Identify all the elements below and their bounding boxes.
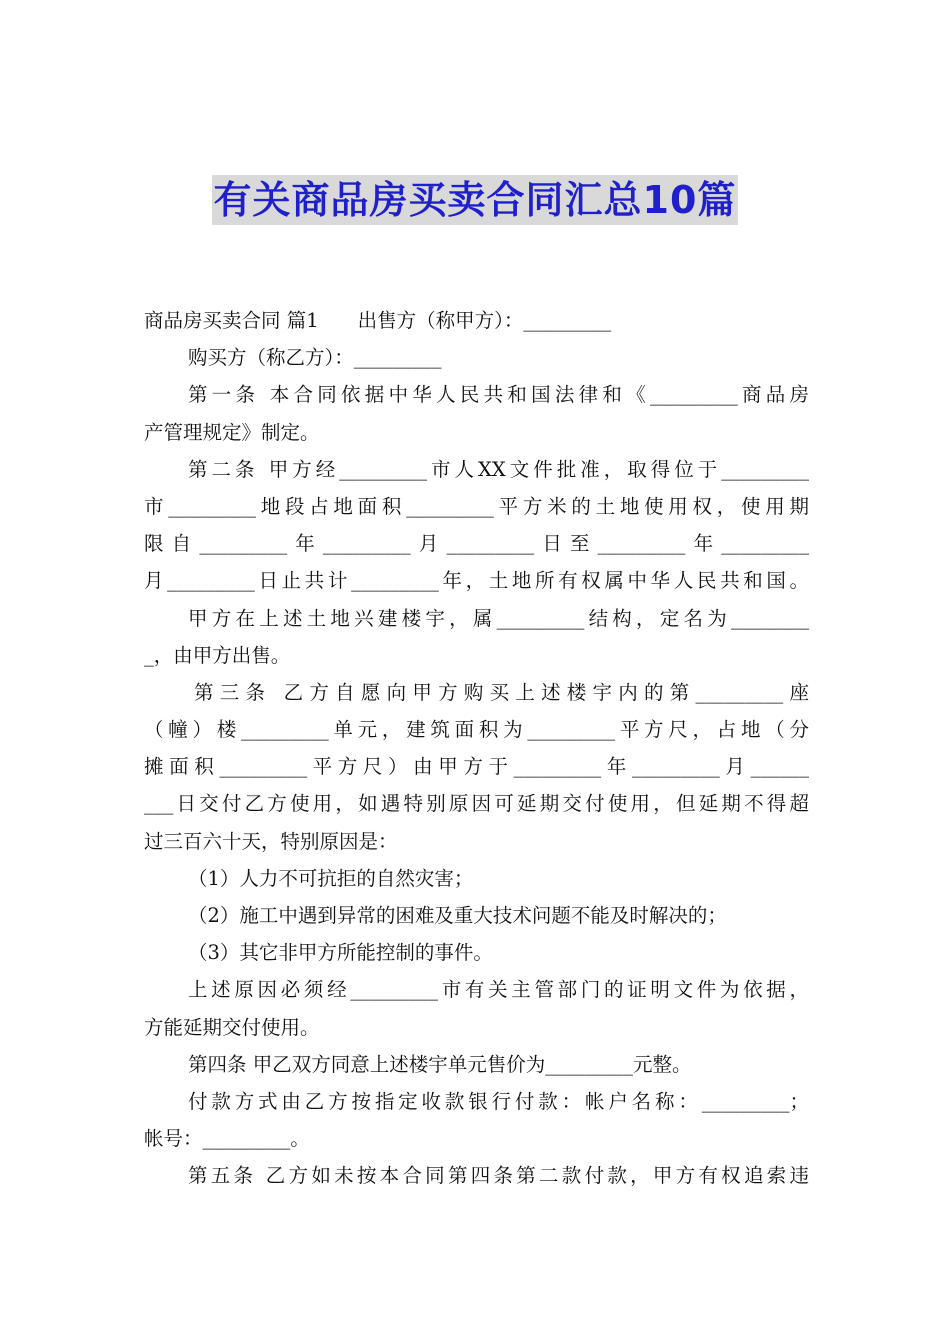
document-title: 有关商品房买卖合同汇总10篇 [212,175,739,225]
paragraph-line: 付款方式由乙方按指定收款银行付款：帐户名称：_________； [188,1089,809,1113]
document-body [144,302,809,1195]
paragraph-line: 第三条 乙方自愿向甲方购买上述楼宇内的第_________座 [194,680,809,704]
paragraph-line: （2）施工中遇到异常的困难及重大技术问题不能及时解决的； [188,904,727,927]
paragraph-line: 过三百六十天，特别原因是： [144,829,398,853]
paragraph-line: （3）其它非甲方所能控制的事件。 [188,941,493,965]
paragraph-line: 第一条 本合同依据中华人民共和国法律和《_________商品房 [188,383,809,407]
paragraph-line: 甲方在上述土地兴建楼宇，属_________结构，定名为________ [188,606,809,630]
paragraph-line: 第四条 甲乙双方同意上述楼宇单元售价为_________元整。 [188,1052,692,1076]
paragraph-line: （1）人力不可抗拒的自然灾害； [188,866,474,890]
paragraph-line: 方能延期交付使用。 [144,1015,320,1039]
paragraph-line: 产管理规定》制定。 [144,420,320,444]
document-title-wrap [0,175,950,225]
paragraph-line: 第五条 乙方如未按本合同第四条第二款付款，甲方有权追索违 [188,1164,809,1188]
paragraph-line: 摊面积_________平方尺）由甲方于_________年_________月______ [144,755,809,779]
paragraph-line: 市_________地段占地面积_________平方米的土地使用权，使用期 [144,494,809,518]
paragraph-line: 月_________日止共计_________年，土地所有权属中华人民共和国。 [144,569,809,593]
paragraph-line: 购买方（称乙方）：_________ [188,346,442,370]
paragraph-line: 上述原因必须经_________市有关主管部门的证明文件为依据， [188,978,809,1002]
paragraph-line: 限自_________年_________月_________日至_________年_________ [144,532,809,556]
paragraph-line: 帐号：_________。 [144,1127,310,1151]
paragraph-line: 第二条 甲方经_________市人XX文件批准，取得位于_________ [188,457,809,481]
paragraph-line: （幢）楼_________单元，建筑面积为_________平方尺，占地（分 [144,718,809,742]
paragraph-line: ___日交付乙方使用，如遇特别原因可延期交付使用，但延期不得超 [144,792,809,816]
paragraph-line: 商品房买卖合同 篇1 出售方（称甲方）：_________ [144,309,612,332]
paragraph-line: _，由甲方出售。 [144,643,291,667]
